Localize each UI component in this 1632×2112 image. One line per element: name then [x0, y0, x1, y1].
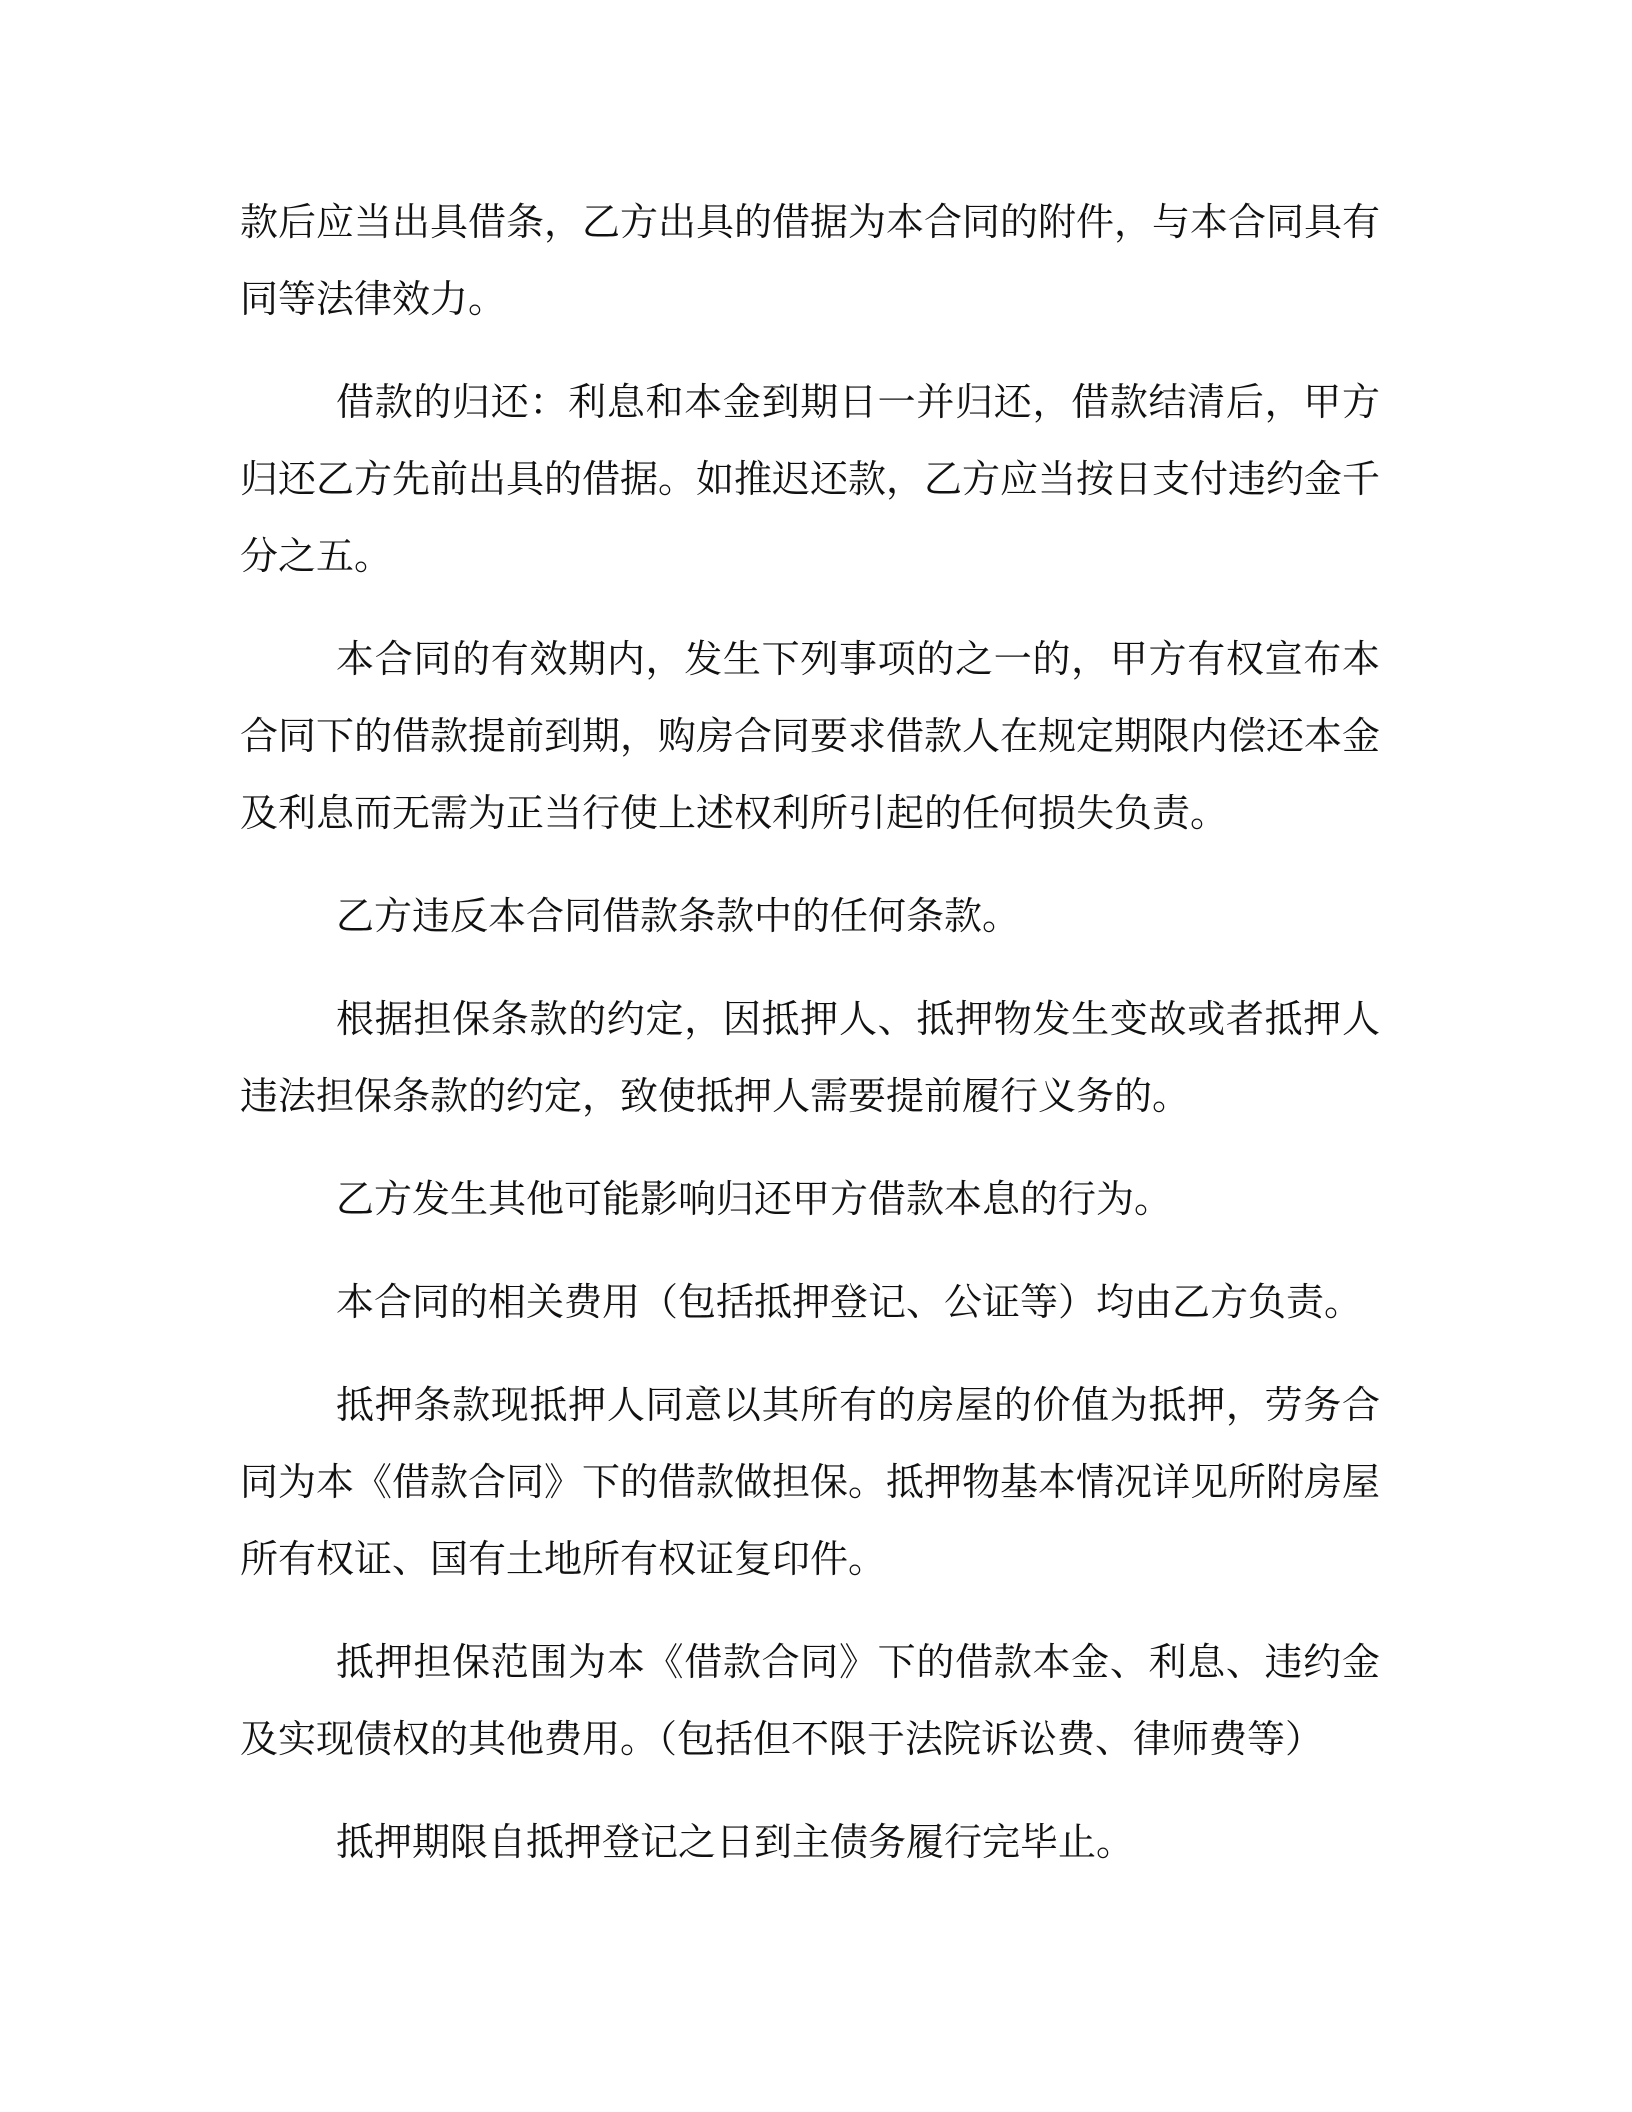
paragraph-1: 款后应当出具借条，乙方出具的借据为本合同的附件，与本合同具有同等法律效力。 [240, 200, 1381, 321]
paragraph-6: 乙方发生其他可能影响归还甲方借款本息的行为。 [336, 1177, 1173, 1221]
paragraph-4: 乙方违反本合同借款条款中的任何条款。 [336, 894, 1021, 938]
paragraph-5: 根据担保条款的约定，因抵押人、抵押物发生变故或者抵押人违法担保条款的约定，致使抵押人需要提前履行义务的。 [240, 997, 1380, 1118]
paragraph-3: 本合同的有效期内，发生下列事项的之一的，甲方有权宣布本合同下的借款提前到期，购房合同要求借款人在规定期限内偿还本金及利息而无需为正当行使上述权利所引起的任何损失负责。 [240, 637, 1381, 835]
paragraph-9: 抵押担保范围为本《借款合同》下的借款本金、利息、违约金及实现债权的其他费用。（包括但不限于法院诉讼费、律师费等） [240, 1640, 1380, 1761]
contract-body [240, 184, 1380, 1907]
paragraph-10: 抵押期限自抵押登记之日到主债务履行完毕止。 [336, 1820, 1135, 1864]
paragraph-7: 本合同的相关费用（包括抵押登记、公证等）均由乙方负责。 [336, 1280, 1363, 1324]
paragraph-8: 抵押条款现抵押人同意以其所有的房屋的价值为抵押，劳务合同为本《借款合同》下的借款做担保。抵押物基本情况详见所附房屋所有权证、国有土地所有权证复印件。 [240, 1383, 1381, 1581]
paragraph-2: 借款的归还：利息和本金到期日一并归还，借款结清后，甲方归还乙方先前出具的借据。如推迟还款，乙方应当按日支付违约金千分之五。 [240, 380, 1381, 578]
